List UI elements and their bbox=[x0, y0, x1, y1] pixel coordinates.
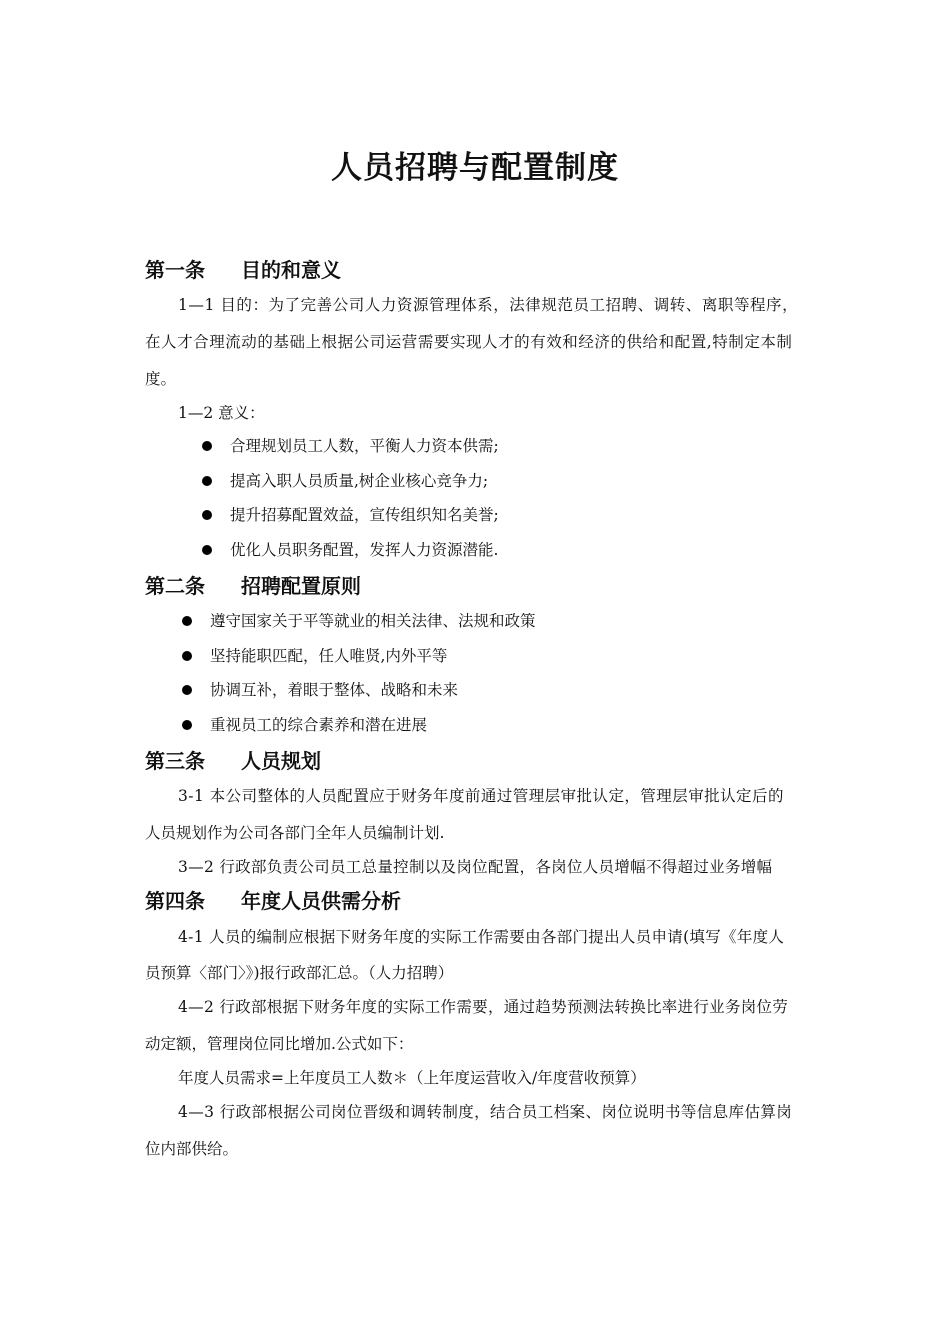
section-2-bullet: 遵守国家关于平等就业的相关法律、法规和政策 bbox=[210, 612, 536, 630]
section-4-line: 年度人员需求=上年度员工人数＊（上年度运营收入/年度营收预算） bbox=[178, 1069, 646, 1087]
section-1-line: 在人才合理流动的基础上根据公司运营需要实现人才的有效和经济的供给和配置,特制定本制 bbox=[145, 333, 793, 351]
section-3-heading bbox=[145, 747, 321, 775]
section-2-title: 招聘配置原则 bbox=[241, 574, 361, 598]
section-4-number: 第四条 bbox=[145, 889, 205, 913]
section-3-title: 人员规划 bbox=[241, 749, 321, 773]
section-4-line: 4-1 人员的编制应根据下财务年度的实际工作需要由各部门提出人员申请(填写《年度人 bbox=[178, 928, 785, 946]
section-1-line: 1—2 意义： bbox=[178, 404, 265, 422]
section-4-line: 员预算〈部门〉》)报行政部汇总。（人力招聘） bbox=[145, 964, 454, 982]
section-3-number: 第三条 bbox=[145, 749, 205, 773]
bullet-dot-icon bbox=[182, 685, 192, 695]
bullet-dot-icon bbox=[202, 441, 212, 451]
section-1-bullet: 提高入职人员质量,树企业核心竞争力; bbox=[230, 472, 489, 490]
bullet-dot-icon bbox=[182, 616, 192, 626]
section-3-line: 3—2 行政部负责公司员工总量控制以及岗位配置，各岗位人员增幅不得超过业务增幅 bbox=[178, 858, 773, 876]
bullet-dot-icon bbox=[182, 720, 192, 730]
section-2-heading bbox=[145, 572, 361, 600]
section-3-line: 人员规划作为公司各部门全年人员编制计划. bbox=[145, 824, 445, 842]
section-2-number: 第二条 bbox=[145, 574, 205, 598]
section-3-line: 3-1 本公司整体的人员配置应于财务年度前通过管理层审批认定，管理层审批认定后的 bbox=[178, 787, 784, 805]
bullet-dot-icon bbox=[202, 510, 212, 520]
bullet-dot-icon bbox=[202, 545, 212, 555]
document-title: 人员招聘与配置制度 bbox=[331, 150, 619, 186]
bullet-dot-icon bbox=[182, 651, 192, 661]
section-2-bullet: 协调互补，着眼于整体、战略和未来 bbox=[210, 681, 459, 699]
section-2-bullet: 重视员工的综合素养和潜在进展 bbox=[210, 716, 428, 734]
section-4-line: 动定额，管理岗位同比增加.公式如下： bbox=[145, 1035, 414, 1053]
section-4-line: 位内部供给。 bbox=[145, 1140, 239, 1158]
section-4-heading bbox=[145, 887, 401, 915]
section-2-bullet: 坚持能职匹配，任人唯贤,内外平等 bbox=[210, 647, 448, 665]
bullet-dot-icon bbox=[202, 476, 212, 486]
section-1-heading bbox=[145, 256, 341, 284]
section-1-bullet: 优化人员职务配置，发挥人力资源潜能. bbox=[230, 541, 499, 559]
section-4-line: 4—2 行政部根据下财务年度的实际工作需要，通过趋势预测法转换比率进行业务岗位劳 bbox=[178, 998, 789, 1016]
section-1-number: 第一条 bbox=[145, 258, 205, 282]
section-1-bullet: 提升招募配置效益，宣传组织知名美誉; bbox=[230, 506, 499, 524]
section-1-title: 目的和意义 bbox=[241, 258, 341, 282]
section-4-title: 年度人员供需分析 bbox=[241, 889, 401, 913]
section-1-line: 度。 bbox=[145, 370, 177, 388]
section-4-line: 4—3 行政部根据公司岗位晋级和调转制度，结合员工档案、岗位说明书等信息库估算岗 bbox=[178, 1103, 793, 1121]
section-1-bullet: 合理规划员工人数，平衡人力资本供需; bbox=[230, 437, 499, 455]
section-1-line: 1—1 目的：为了完善公司人力资源管理体系，法律规范员工招聘、调转、离职等程序， bbox=[178, 296, 799, 314]
